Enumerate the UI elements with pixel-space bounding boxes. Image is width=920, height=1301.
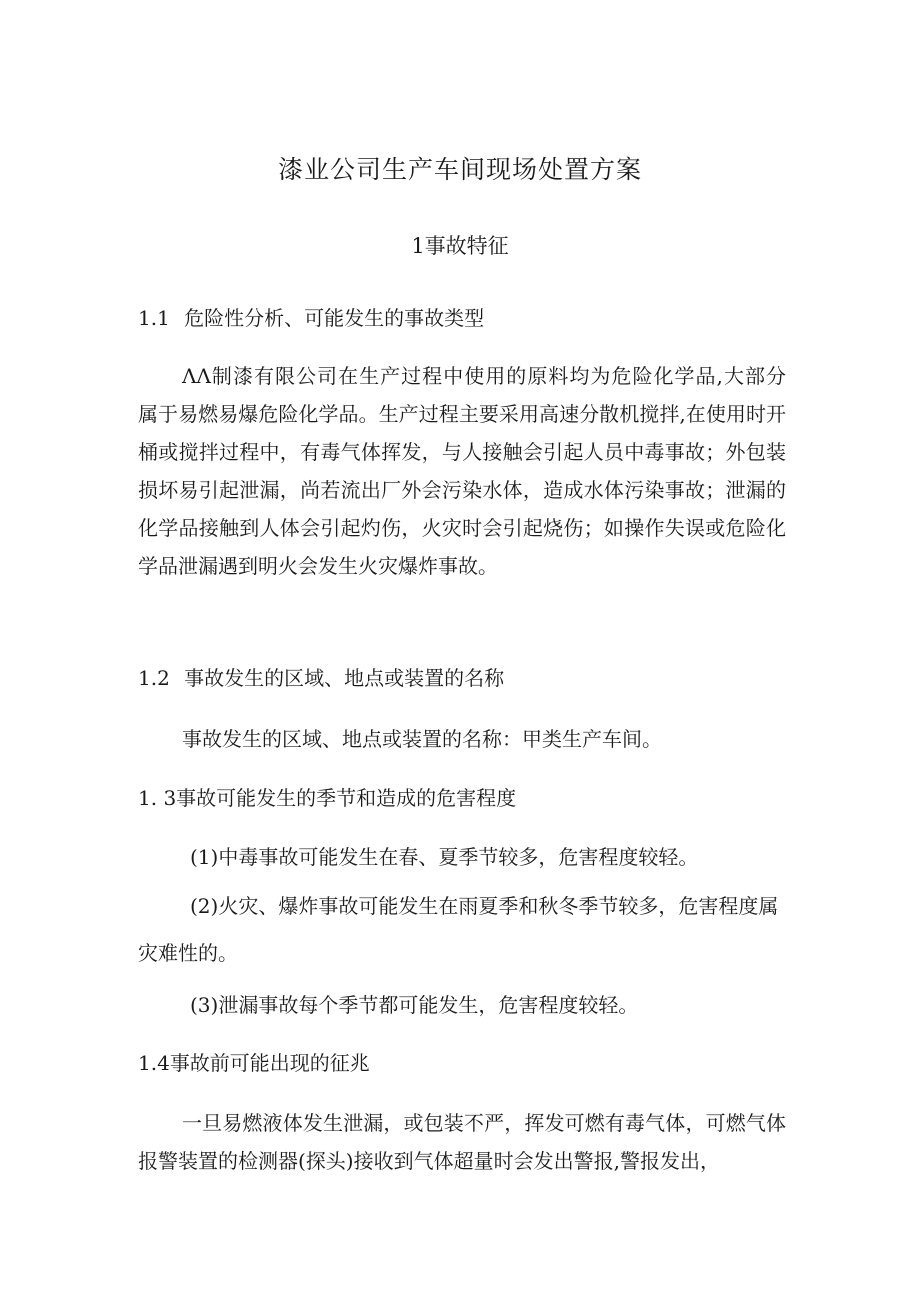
section-title: 事故前可能出现的征兆: [169, 1051, 370, 1075]
list-item: (3)泄漏事故每个季节都可能发生，危害程度较轻。: [190, 993, 639, 1017]
section-heading-1-4: [138, 1048, 370, 1078]
section-title: 事故发生的区域、地点或装置的名称: [184, 666, 505, 690]
document-title: 漆业公司生产车间现场处置方案: [277, 155, 642, 184]
section-paragraph-1-1: [138, 357, 786, 585]
section-paragraph-1-2: 事故发生的区域、地点或装置的名称：甲类生产车间。: [182, 727, 662, 751]
list-item: (1)中毒事故可能发生在春、夏季节较多，危害程度较轻。: [190, 845, 699, 869]
section-number: 1.2: [138, 666, 170, 690]
list-item: (2)火灾、爆炸事故可能发生在雨夏季和秋冬季节较多，危害程度属: [190, 894, 779, 918]
section-heading-1-2: [138, 663, 504, 693]
section-number: 1. 3: [138, 786, 177, 810]
paragraph-line: 学品泄漏遇到明火会发生火灾爆炸事故。: [138, 554, 498, 578]
section-title: 事故可能发生的季节和造成的危害程度: [176, 786, 517, 810]
section-number: 1.1: [138, 306, 170, 330]
chapter-heading: 1事故特征: [411, 234, 509, 258]
paragraph-line: ΛΛ制漆有限公司在生产过程中使用的原料均为危险化学品,大部分: [182, 364, 786, 388]
list-item-continuation: 灾难性的。: [138, 941, 238, 965]
paragraph-line: 属于易燃易爆危险化学品。生产过程主要采用高速分散机搅拌,在使用时开: [138, 402, 786, 426]
paragraph-line: 桶或搅拌过程中，有毒气体挥发，与人接触会引起人员中毒事故；外包装: [138, 440, 786, 464]
paragraph-line: 一旦易燃液体发生泄漏，或包装不严，挥发可燃有毒气体，可燃气体: [182, 1111, 786, 1135]
paragraph-line: 报警装置的检测器(探头)接收到气体超量时会发出警报,警报发出，: [138, 1149, 720, 1173]
section-heading-1-3: [138, 783, 516, 813]
section-number: 1.4: [138, 1051, 170, 1075]
section-paragraph-1-4: [138, 1104, 786, 1180]
section-heading-1-1: [138, 303, 484, 333]
paragraph-line: 化学品接触到人体会引起灼伤，火灾时会引起烧伤；如操作失误或危险化: [138, 516, 786, 540]
section-title: 危险性分析、可能发生的事故类型: [184, 306, 485, 330]
paragraph-line: 损坏易引起泄漏，尚若流出厂外会污染水体，造成水体污染事故；泄漏的: [138, 478, 786, 502]
